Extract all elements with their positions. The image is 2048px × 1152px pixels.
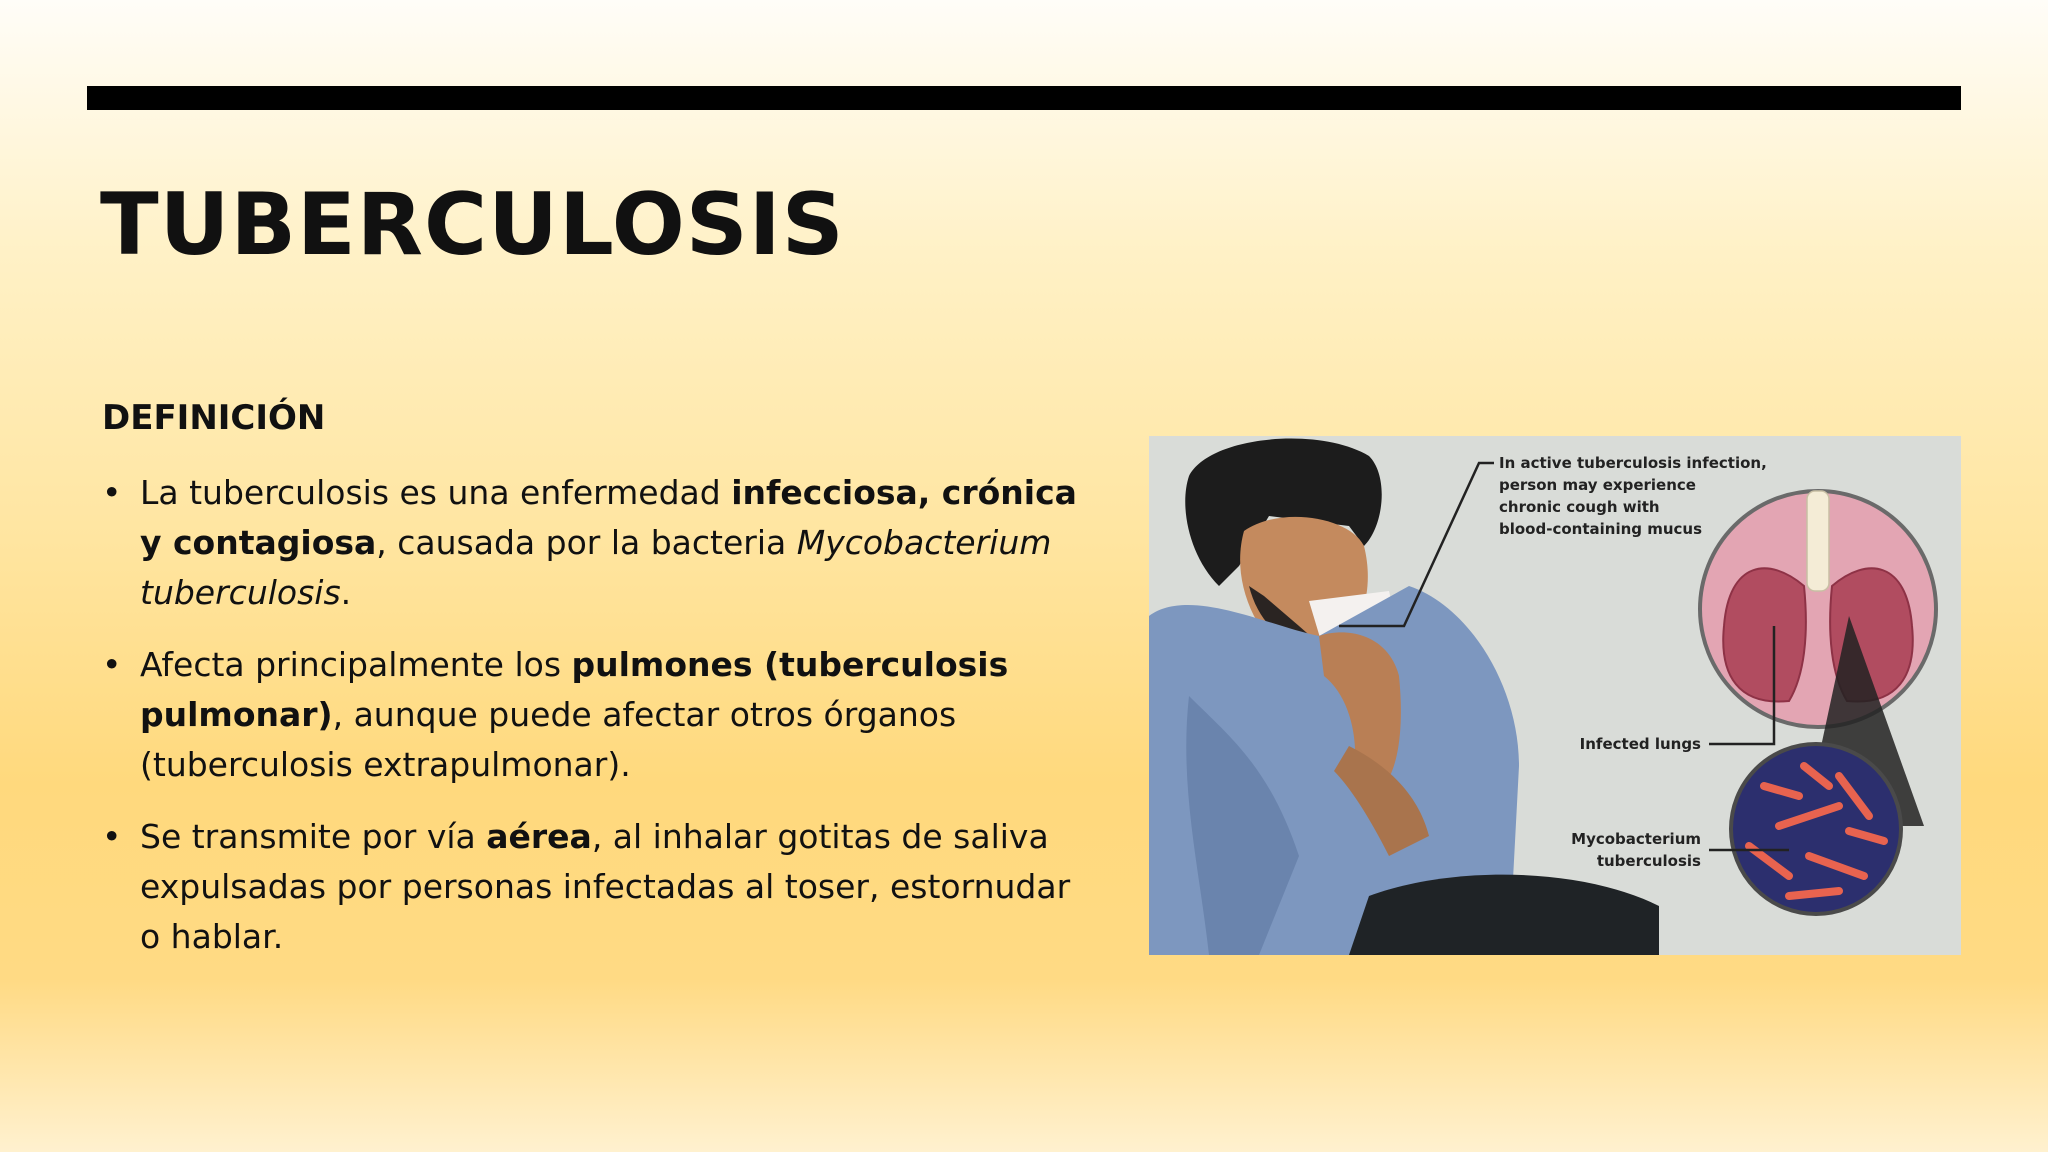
callout-active-tb-line-3: chronic cough with bbox=[1499, 498, 1660, 516]
definition-list bbox=[102, 468, 1092, 984]
section-heading: DEFINICIÓN bbox=[102, 398, 326, 438]
bullet-transmission: • Se transmite por vía aérea, al inhalar gotitas de saliva expulsadas por personas infectadas al toser, estornudar o hablar. bbox=[102, 812, 1092, 962]
bullet-lungs: • Afecta principalmente los pulmones (tuberculosis pulmonar), aunque puede afectar otros órganos (tuberculosis extrapulmonar). bbox=[102, 640, 1092, 790]
trachea bbox=[1807, 491, 1829, 591]
callout-mycobacterium-line-2: tuberculosis bbox=[1596, 852, 1701, 870]
slide-title: TUBERCULOSIS bbox=[100, 175, 845, 275]
left-lung bbox=[1723, 568, 1806, 701]
callout-active-tb-line-1: In active tuberculosis infection, bbox=[1499, 454, 1767, 472]
bacteria-inset bbox=[1731, 744, 1901, 914]
callout-active-tb-line-2: person may experience bbox=[1499, 476, 1696, 494]
illustration-svg bbox=[1149, 436, 1961, 955]
top-rule bbox=[87, 86, 1961, 110]
callout-mycobacterium-line-1: Mycobacterium bbox=[1571, 830, 1701, 848]
tuberculosis-illustration bbox=[1149, 436, 1961, 955]
callout-infected-lungs: Infected lungs bbox=[1579, 735, 1701, 753]
bullet-infectious: • La tuberculosis es una enfermedad infecciosa, crónica y contagiosa, causada por la bacteria Mycobacterium tuberculosis. bbox=[102, 468, 1092, 618]
callout-active-tb-line-4: blood-containing mucus bbox=[1499, 520, 1703, 538]
